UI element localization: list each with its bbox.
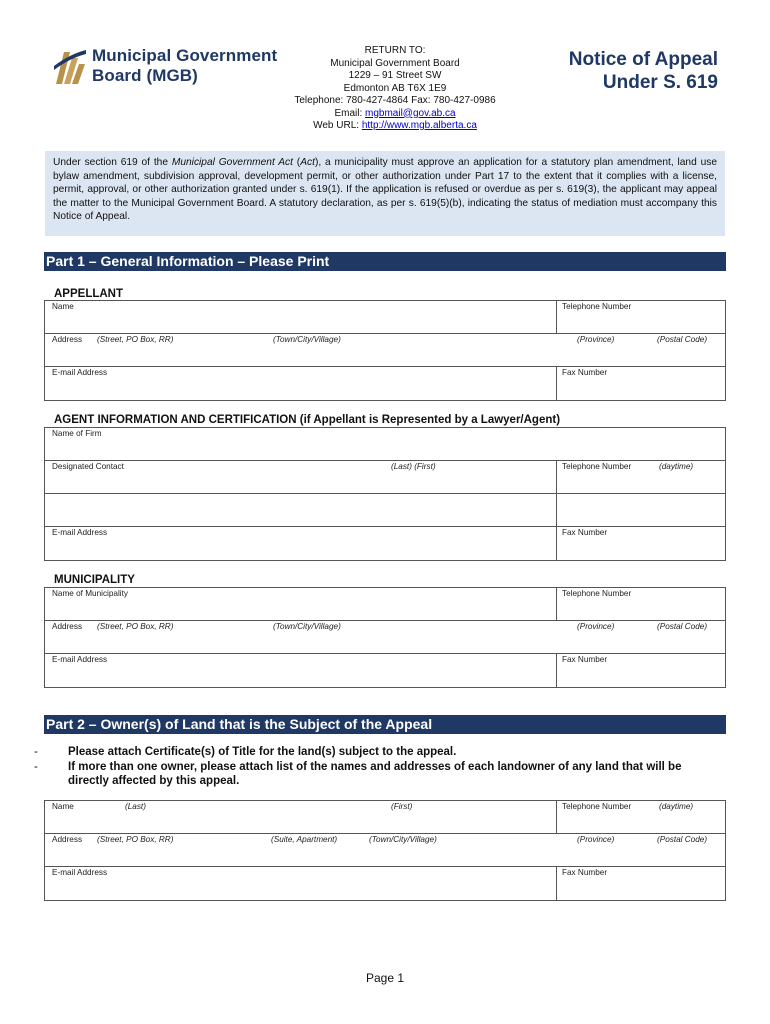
municipality-address-label: Address xyxy=(52,622,83,631)
appellant-postal-label: (Postal Code) xyxy=(657,335,708,344)
agent-email-label: E-mail Address xyxy=(52,528,108,537)
owner-fax-label: Fax Number xyxy=(562,868,608,877)
email-label: Email: xyxy=(334,107,365,119)
municipality-email-row[interactable] xyxy=(45,654,725,687)
owner-email-row[interactable] xyxy=(45,867,725,900)
appellant-town-label: (Town/City/Village) xyxy=(273,335,341,344)
bullet-1-text: Please attach Certificate(s) of Title for the land(s) subject to the appeal. xyxy=(68,746,457,758)
return-heading: RETURN TO: xyxy=(364,45,426,56)
owner-last-label: (Last) xyxy=(125,802,146,811)
return-web-line xyxy=(270,120,520,133)
return-email-line xyxy=(270,108,520,121)
owner-province-label: (Province) xyxy=(577,835,615,844)
owner-email-label: E-mail Address xyxy=(52,868,108,877)
agent-phone-label: Telephone Number xyxy=(562,462,632,471)
municipality-address-row[interactable] xyxy=(45,621,725,654)
intro-act: Municipal Government Act xyxy=(171,157,293,168)
owner-town-label: (Town/City/Village) xyxy=(369,835,437,844)
intro-text-2: ( xyxy=(292,157,301,168)
owner-table xyxy=(44,800,726,901)
return-phone-fax: Telephone: 780-427-4864 Fax: 780-427-0986 xyxy=(294,95,496,106)
return-board: Municipal Government Board xyxy=(330,57,460,69)
owner-name-label: Name xyxy=(52,802,74,811)
owner-phone-label: Telephone Number xyxy=(562,802,632,811)
agent-contact-row[interactable] xyxy=(45,461,725,494)
intro-box xyxy=(45,151,725,236)
owner-daytime-label: (daytime) xyxy=(659,802,694,811)
appellant-province-label: (Province) xyxy=(577,335,615,344)
logo-line1: Municipal Government xyxy=(92,46,278,65)
agent-daytime-label: (daytime) xyxy=(659,462,694,471)
intro-text-3: ), a municipality must approve an application for a statutory plan amendment, land use bylaw amendment, subdivision approval, development permit, or other authorization under Part 17 to the extent that it complies with a license, permit, approval, or other authorization granted under s. 619(1). If the application is refused or overdue as per s. 619(3), the applicant may appeal the matter to the Municipal Government Board. A statutory declaration, as per s. 619(5)(b), indicating the status of mediation must accompany this Notice of Appeal. xyxy=(53,157,718,222)
municipality-email-label: E-mail Address xyxy=(52,655,108,664)
owner-suite-label: (Suite, Apartment) xyxy=(271,835,338,844)
bullet-1-dash: - xyxy=(34,746,38,758)
bullet-2-text: If more than one owner, please attach list of the names and addresses of each landowner of any land that will be directly affected by this appeal. xyxy=(68,761,682,787)
form-title-line2: Under S. 619 xyxy=(602,72,718,93)
appellant-phone-label: Telephone Number xyxy=(562,302,632,311)
bullet-2-dash: - xyxy=(34,761,38,773)
appellant-email-label: E-mail Address xyxy=(52,368,108,377)
owner-street-label: (Street, PO Box, RR) xyxy=(97,835,174,844)
agent-firm-row[interactable] xyxy=(45,428,725,461)
municipality-fax-label: Fax Number xyxy=(562,655,608,664)
municipality-name-row[interactable] xyxy=(45,588,725,621)
agent-heading: AGENT INFORMATION AND CERTIFICATION (if Appellant is Represented by a Lawyer/Agent) xyxy=(54,414,561,426)
owner-postal-label: (Postal Code) xyxy=(657,835,708,844)
appellant-name-label: Name xyxy=(52,302,74,311)
appellant-address-row[interactable] xyxy=(45,334,725,367)
municipality-phone-label: Telephone Number xyxy=(562,589,632,598)
municipality-town-label: (Town/City/Village) xyxy=(273,622,341,631)
intro-text-1: Under section 619 of the xyxy=(53,157,172,168)
intro-act-short: Act xyxy=(300,157,315,168)
municipality-street-label: (Street, PO Box, RR) xyxy=(97,622,174,631)
agent-contact-label: Designated Contact xyxy=(52,462,124,471)
municipality-heading: MUNICIPALITY xyxy=(54,574,135,586)
municipality-province-label: (Province) xyxy=(577,622,615,631)
return-address xyxy=(270,45,520,133)
logo-text xyxy=(92,46,277,86)
owner-address-row[interactable] xyxy=(45,834,725,867)
owner-name-row[interactable] xyxy=(45,801,725,834)
municipality-postal-label: (Postal Code) xyxy=(657,622,708,631)
email-link[interactable]: mgbmail@gov.ab.ca xyxy=(365,107,456,119)
page-number: Page 1 xyxy=(365,971,405,985)
form-title xyxy=(525,48,718,94)
return-city: Edmonton AB T6X 1E9 xyxy=(343,82,447,94)
agent-firm-label: Name of Firm xyxy=(52,429,102,438)
agent-email-row[interactable] xyxy=(45,527,725,560)
web-label: Web URL: xyxy=(313,120,362,131)
return-street: 1229 – 91 Street SW xyxy=(348,70,442,81)
logo-line2 xyxy=(92,66,277,86)
owner-first-label: (First) xyxy=(391,802,413,811)
appellant-address-label: Address xyxy=(52,335,83,344)
municipality-table xyxy=(44,587,726,688)
municipality-name-label: Name of Municipality xyxy=(52,589,128,598)
owner-address-label: Address xyxy=(52,835,83,844)
appellant-street-label: (Street, PO Box, RR) xyxy=(97,335,174,344)
logo-line2-text: Board (MGB) xyxy=(92,66,198,85)
mgb-logo-icon xyxy=(52,44,88,90)
appellant-heading: APPELLANT xyxy=(54,288,123,300)
bullet-2 xyxy=(34,760,724,790)
agent-fax-label: Fax Number xyxy=(562,528,608,537)
part1-header: Part 1 – General Information – Please Print xyxy=(44,252,726,271)
agent-table xyxy=(44,427,726,561)
bullet-1 xyxy=(34,745,724,759)
part2-header: Part 2 – Owner(s) of Land that is the Subject of the Appeal xyxy=(44,715,726,734)
appellant-fax-label: Fax Number xyxy=(562,368,608,377)
appellant-email-row[interactable] xyxy=(45,367,725,400)
web-link[interactable]: http://www.mgb.alberta.ca xyxy=(361,120,477,131)
form-title-line1: Notice of Appeal xyxy=(568,49,718,70)
agent-blank-row[interactable] xyxy=(45,494,725,527)
appellant-table xyxy=(44,300,726,401)
appellant-name-row[interactable] xyxy=(45,301,725,334)
mgb-logo xyxy=(52,44,282,94)
agent-last-first-label: (Last) (First) xyxy=(391,462,436,471)
